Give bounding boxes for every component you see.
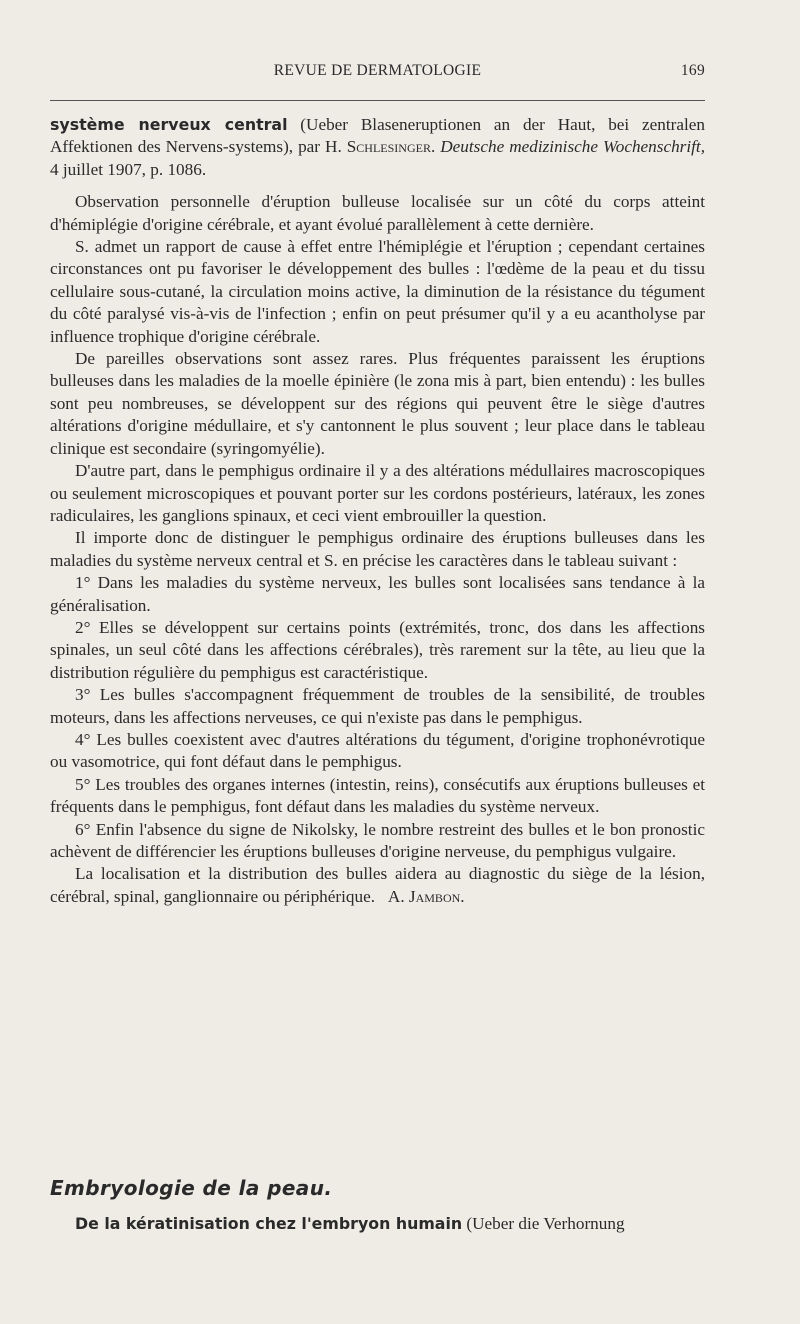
next-entry-title: De la kératinisation chez l'embryon humain — [75, 1214, 463, 1233]
paragraph: Observation personnelle d'éruption bulleuse localisée sur un côté du corps atteint d'hémiplégie d'origine cérébrale, et ayant évolué parallèlement à cette dernière. — [50, 192, 705, 234]
article-body — [50, 114, 705, 908]
closing-paragraph — [50, 863, 705, 908]
paragraph: S. admet un rapport de cause à effet entre l'hémiplégie et l'éruption ; cependant certaines circonstances ont pu favoriser le développement des bulles : l'œdème de la peau et du tissu cellulaire sous-cutané, la circulation moins active, la diminution de la résistance du tégument du côté paralysé vis-à-vis de l'infection ; enfin on peut présumer qu'il y a eu acantholyse par influence trophique d'origine cérébrale. — [50, 237, 705, 346]
header-rule — [50, 100, 705, 101]
running-header — [50, 60, 705, 84]
page-number: 169 — [680, 62, 705, 79]
entry-journal: Deutsche medizinische Wochenschrift, — [440, 137, 705, 157]
paragraph: D'autre part, dans le pemphigus ordinaire il y a des altérations médullaires macroscopiques ou seulement microscopiques et pouvant porter sur les cordons postérieurs, latéraux, les zones radiculaires, les ganglions spinaux, et ceci vient embrouiller la question. — [50, 461, 705, 525]
section-heading: Embryologie de la peau. — [50, 1176, 333, 1200]
closing-text: La localisation et la distribution des bulles aidera au diagnostic du siège de la lésion, cérébral, spinal, ganglionnaire ou périphérique. — [50, 864, 705, 906]
signature: A. Jambon. — [387, 886, 465, 906]
list-item: 2° Elles se développent sur certains points (extrémités, tronc, dos dans les affections spinales, un seul côté dans les affections cérébrales), très rarement sur la tête, au lieu que la distribution régulière du pemphigus est caractéristique. — [50, 617, 705, 682]
entry-citation: système nerveux central (Ueber Blaseneruptionen an der Haut, bei zentralen Affektionen des Nervens-systems), par H. Schlesinger. Deutsche medizinische Wochenschrift, 4 juillet 1907, p. 1086. — [50, 115, 705, 179]
list-item: 4° Les bulles coexistent avec d'autres altérations du tégument, d'origine trophonévrotique ou vasomotrice, qui font défaut dans le pemphigus. — [50, 729, 705, 772]
entry-title: système nerveux central — [50, 115, 288, 134]
next-entry-title-rest: (Ueber die Verhornung — [462, 1214, 625, 1233]
next-entry-citation — [50, 1213, 705, 1235]
paragraph: De pareilles observations sont assez rares. Plus fréquentes paraissent les éruptions bulleuses dans les maladies de la moelle épinière (le zona mis à part, bien entendu) : les bulles sont peu nombreuses, se développent sur des régions qui peuvent être le siège d'autres altérations d'origine médullaire, et s'y cantonnent le plus souvent ; leur place dans le tableau clinique est secondaire (syringomyélie). — [50, 349, 705, 458]
entry-author: Schlesinger — [346, 137, 431, 157]
entry-title-rest: (Ueber Blaseneruptionen an der Haut, bei zentralen Affektionen des Nervens-systems), par H. — [50, 115, 705, 157]
list-item: 5° Les troubles des organes internes (intestin, reins), consécutifs aux éruptions bulleuses et fréquents dans le pemphigus, font défaut dans les maladies du système nerveux. — [50, 774, 705, 817]
list-item: 3° Les bulles s'accompagnent fréquemment de troubles de la sensibilité, de troubles moteurs, dans les affections nerveuses, ce qui n'existe pas dans le pemphigus. — [50, 685, 705, 727]
running-title: REVUE DE DERMATOLOGIE — [273, 62, 482, 79]
entry-date: 4 juillet 1907, p. 1086. — [50, 159, 207, 179]
paragraph: Il importe donc de distinguer le pemphigus ordinaire des éruptions bulleuses dans les maladies du système nerveux central et S. en précise les caractères dans le tableau suivant : — [50, 528, 705, 570]
list-item: 1° Dans les maladies du système nerveux, les bulles sont localisées sans tendance à la généralisation. — [50, 573, 705, 615]
list-item: 6° Enfin l'absence du signe de Nikolsky, le nombre restreint des bulles et le bon pronostic achèvent de différencier les éruptions bulleuses d'origine nerveuse, du pemphigus vulgaire. — [50, 819, 705, 861]
